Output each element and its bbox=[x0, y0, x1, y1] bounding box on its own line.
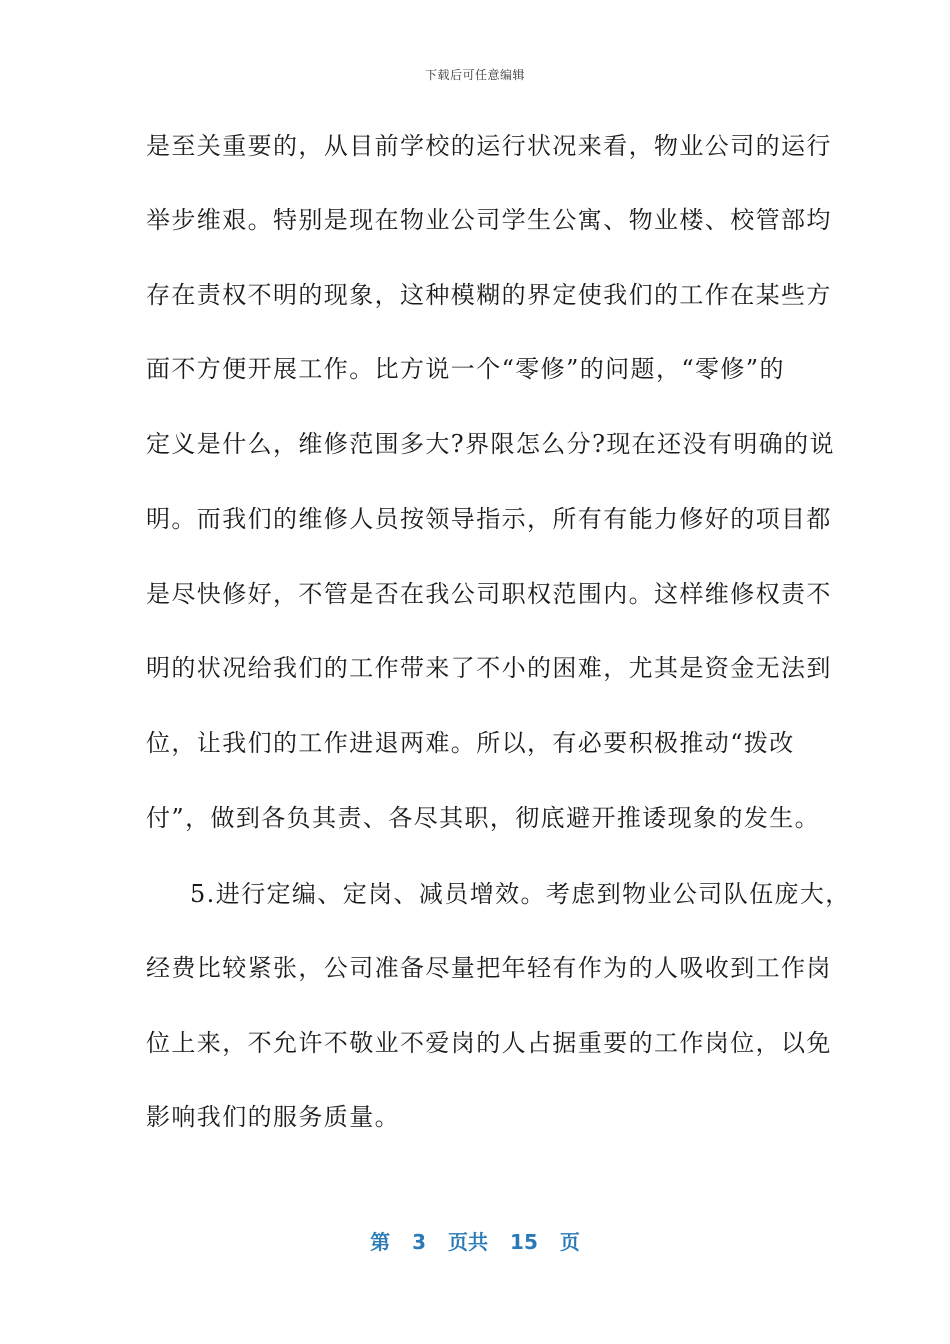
body-line-11: 5.进行定编、定岗、减员增效。考虑到物业公司队伍庞大， bbox=[190, 880, 851, 908]
footer-prefix: 第 bbox=[370, 1230, 391, 1254]
body-line-13: 位上来，不允许不敬业不爱岗的人占据重要的工作岗位，以免 bbox=[146, 1029, 832, 1057]
body-line-8: 明的状况给我们的工作带来了不小的困难，尤其是资金无法到 bbox=[146, 654, 832, 682]
body-line-4: 面不方便开展工作。比方说一个“零修”的问题，“零修”的 bbox=[146, 355, 785, 383]
body-line-12: 经费比较紧张，公司准备尽量把年轻有作为的人吸收到工作岗 bbox=[146, 954, 832, 982]
footer-page-number: 3 bbox=[412, 1230, 427, 1254]
page-header: 下载后可任意编辑 bbox=[424, 68, 525, 82]
body-line-6: 明。而我们的维修人员按领导指示，所有有能力修好的项目都 bbox=[146, 505, 832, 533]
body-line-7: 是尽快修好，不管是否在我公司职权范围内。这样维修权责不 bbox=[146, 580, 832, 608]
page-footer bbox=[0, 1226, 950, 1255]
footer-total-pages: 15 bbox=[510, 1230, 538, 1254]
body-line-14: 影响我们的服务质量。 bbox=[146, 1103, 400, 1131]
body-line-2: 举步维艰。特别是现在物业公司学生公寓、物业楼、校管部均 bbox=[146, 206, 832, 234]
footer-middle: 页共 bbox=[448, 1230, 489, 1254]
body-line-3: 存在责权不明的现象，这种模糊的界定使我们的工作在某些方 bbox=[146, 281, 832, 309]
footer-suffix: 页 bbox=[559, 1230, 580, 1254]
body-line-1: 是至关重要的，从目前学校的运行状况来看，物业公司的运行 bbox=[146, 132, 832, 160]
body-line-9: 位，让我们的工作进退两难。所以，有必要积极推动“拨改 bbox=[146, 729, 795, 757]
body-line-5: 定义是什么，维修范围多大?界限怎么分?现在还没有明确的说 bbox=[146, 430, 835, 458]
body-line-10: 付”，做到各负其责、各尽其职，彻底避开推诿现象的发生。 bbox=[146, 804, 821, 832]
